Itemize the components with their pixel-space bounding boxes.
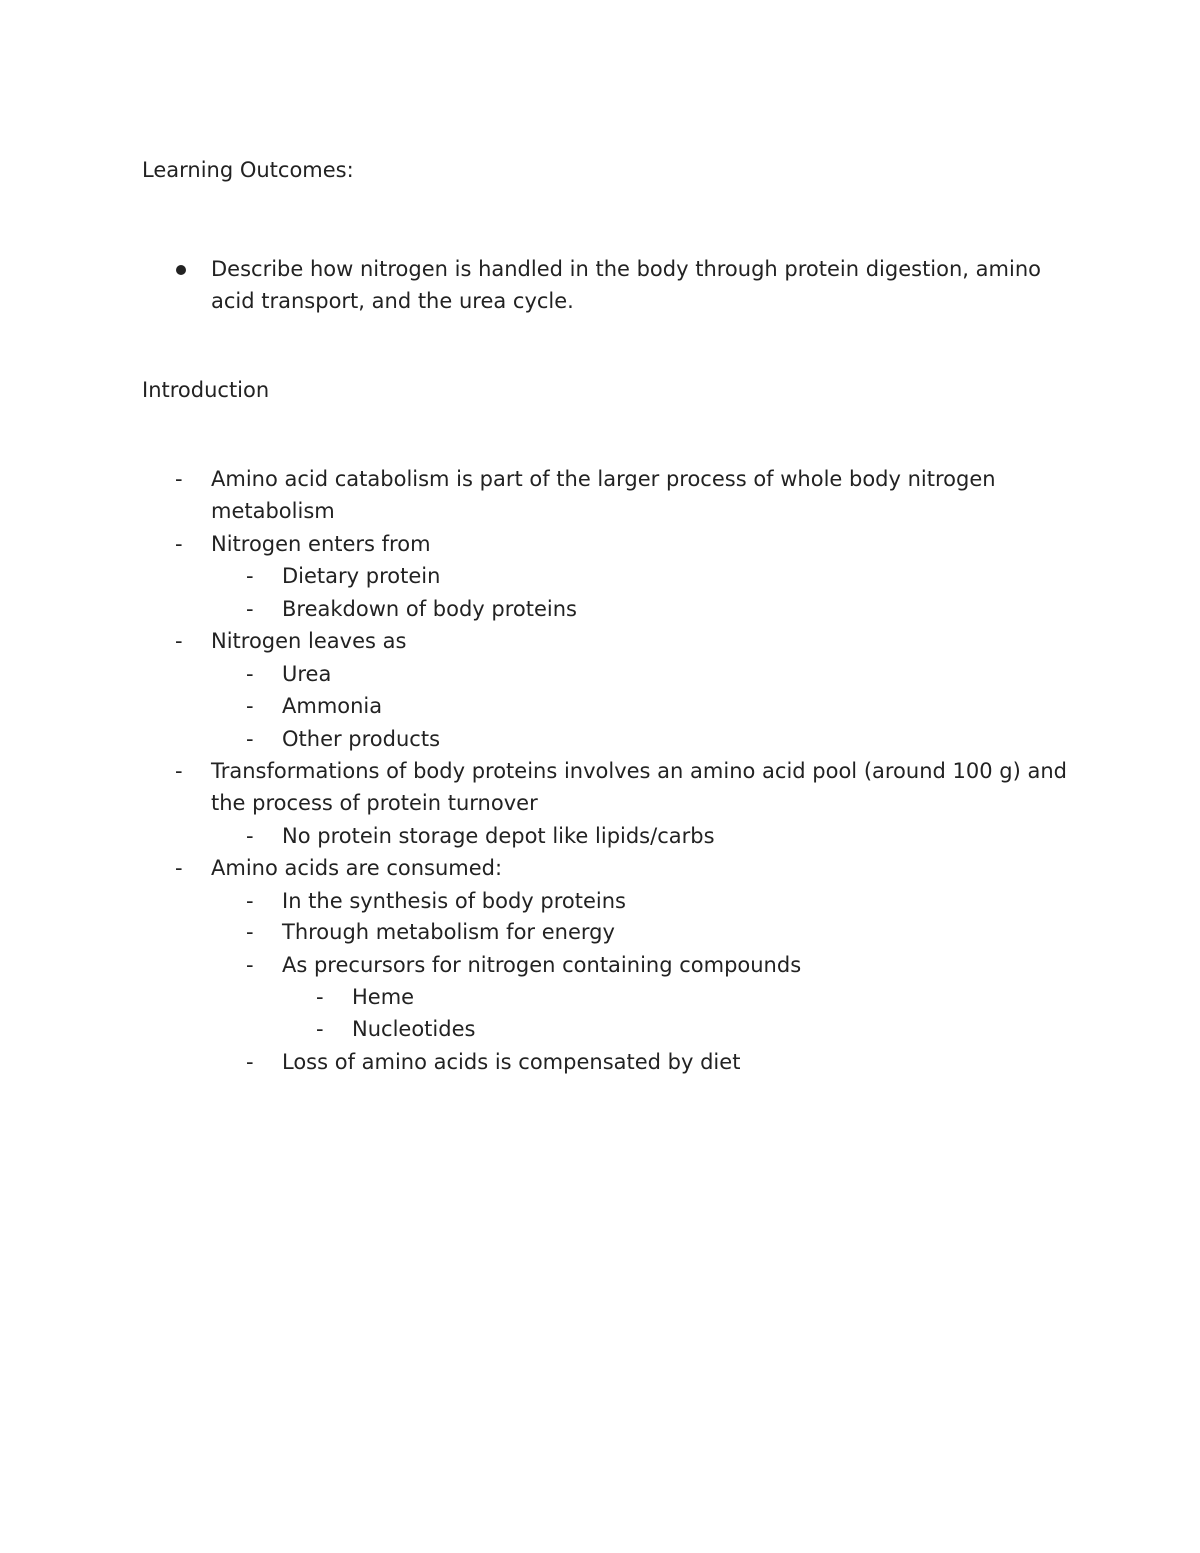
- list-item: [246, 885, 1082, 917]
- list-item: [246, 690, 1082, 722]
- list-item: [175, 625, 1071, 657]
- dash-marker: -: [316, 1017, 324, 1041]
- list-item: [316, 1013, 1052, 1045]
- list-item: [246, 949, 1082, 981]
- learning-outcome-item: [211, 253, 1071, 318]
- dash-marker: -: [246, 597, 254, 621]
- dash-marker: -: [246, 727, 254, 751]
- list-item-text: Nitrogen leaves as: [211, 629, 407, 653]
- learning-outcome-text: Describe how nitrogen is handled in the body through protein digestion, amino acid transport, and the urea cycle.: [211, 257, 1041, 314]
- list-item-text: Urea: [282, 662, 332, 686]
- list-item-text: Through metabolism for energy: [282, 920, 615, 944]
- dash-marker: -: [246, 1050, 254, 1074]
- dash-marker: -: [246, 953, 254, 977]
- list-item: [246, 658, 1082, 690]
- list-item-text: Dietary protein: [282, 564, 441, 588]
- list-item-text: Amino acids are consumed:: [211, 856, 503, 880]
- list-item-text: Nitrogen enters from: [211, 532, 431, 556]
- dash-marker: -: [175, 759, 183, 783]
- list-item-text: Heme: [352, 985, 415, 1009]
- list-item: [246, 916, 1082, 948]
- dash-marker: -: [246, 824, 254, 848]
- list-item: [175, 852, 1071, 884]
- list-item: [175, 528, 1071, 560]
- dash-marker: -: [175, 629, 183, 653]
- list-item: [246, 1046, 1082, 1078]
- list-item: [246, 723, 1082, 755]
- list-item-text: Transformations of body proteins involves an amino acid pool (around 100 g) and the process of protein turnover: [211, 759, 1067, 816]
- list-item-text: As precursors for nitrogen containing compounds: [282, 953, 802, 977]
- dash-marker: -: [246, 889, 254, 913]
- dash-marker: -: [175, 856, 183, 880]
- list-item: [175, 755, 1071, 820]
- list-item: [316, 981, 1052, 1013]
- list-item-text: Nucleotides: [352, 1017, 476, 1041]
- dash-marker: -: [246, 694, 254, 718]
- dash-marker: -: [316, 985, 324, 1009]
- list-item-text: In the synthesis of body proteins: [282, 889, 626, 913]
- list-item-text: Breakdown of body proteins: [282, 597, 577, 621]
- list-item: [246, 593, 1082, 625]
- list-item-text: No protein storage depot like lipids/carbs: [282, 824, 715, 848]
- dash-marker: -: [175, 467, 183, 491]
- list-item: [175, 463, 1071, 528]
- dash-marker: -: [246, 662, 254, 686]
- introduction-heading: Introduction: [142, 378, 270, 402]
- list-item: [246, 560, 1082, 592]
- list-item-text: Ammonia: [282, 694, 383, 718]
- list-item-text: Amino acid catabolism is part of the larger process of whole body nitrogen metabolism: [211, 467, 996, 524]
- bullet-dot-icon: [176, 265, 186, 275]
- dash-marker: -: [246, 564, 254, 588]
- dash-marker: -: [246, 920, 254, 944]
- list-item-text: Loss of amino acids is compensated by diet: [282, 1050, 741, 1074]
- list-item: [246, 820, 1082, 852]
- learning-outcomes-heading: Learning Outcomes:: [142, 158, 354, 182]
- dash-marker: -: [175, 532, 183, 556]
- list-item-text: Other products: [282, 727, 441, 751]
